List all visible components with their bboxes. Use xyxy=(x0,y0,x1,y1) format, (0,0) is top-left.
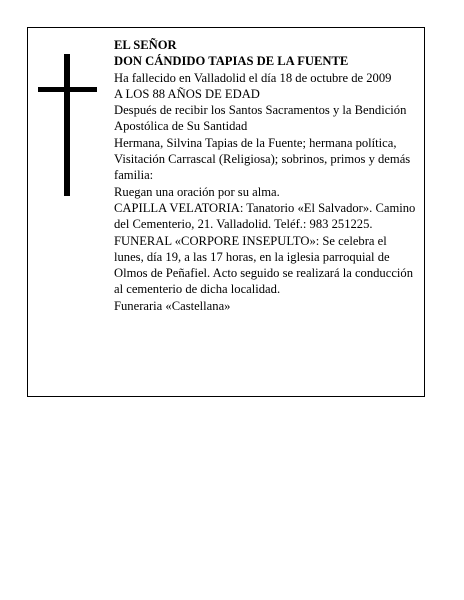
death-info: Ha fallecido en Valladolid el día 18 de octubre de 2009 xyxy=(114,70,392,85)
prayer-line: Ruegan una oración por su alma. xyxy=(114,184,280,199)
family-paragraph: Hermana, Silvina Tapias de la Fuente; hermana política, Visitación Carrascal (Religiosa); sobrinos, primos y demás familia: xyxy=(114,135,411,183)
funeral-paragraph: FUNERAL «CORPORE INSEPULTO»: Se celebra el lunes, día 19, a las 17 horas, en la iglesia parroquial de Olmos de Peñafiel. Acto seguido se realizará la conducción al cementerio de dicha localidad. xyxy=(114,233,413,297)
cross-vertical-bar xyxy=(64,54,70,196)
chapel-paragraph: CAPILLA VELATORIA: Tanatorio «El Salvador». Camino del Cementerio, 21. Valladolid. Teléf.: 983 251225. xyxy=(114,200,416,232)
obituary-text xyxy=(114,37,419,314)
title-line: EL SEÑOR xyxy=(114,38,177,52)
age-line: A LOS 88 AÑOS DE EDAD xyxy=(114,86,260,101)
sacraments-paragraph: Después de recibir los Santos Sacramentos y la Bendición Apostólica de Su Santidad xyxy=(114,103,407,134)
deceased-name: DON CÁNDIDO TAPIAS DE LA FUENTE xyxy=(114,54,349,69)
cross-horizontal-bar xyxy=(38,87,97,92)
latin-cross-icon xyxy=(38,54,102,196)
funeral-home-line: Funeraria «Castellana» xyxy=(114,298,231,313)
